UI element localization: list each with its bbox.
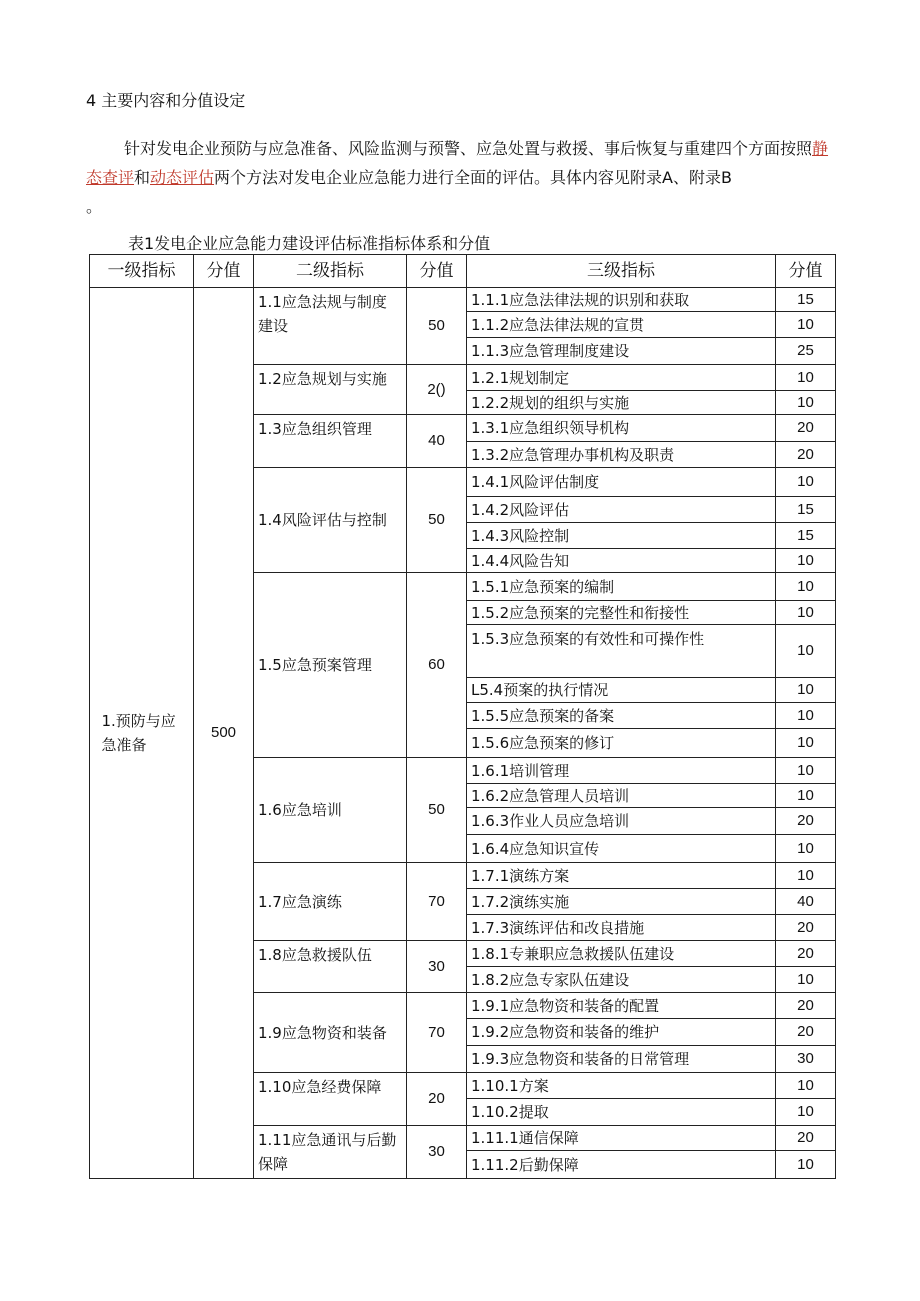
header-level2 [253, 254, 407, 288]
level3-score-text: 20 [797, 445, 814, 463]
level3-score [775, 914, 836, 941]
level3-label-text: 1.4.2风险评估 [471, 500, 570, 519]
level2-label-text: 1.9应急物资和装备 [258, 1023, 387, 1042]
level3-label [466, 414, 776, 442]
level3-label [466, 966, 776, 993]
level3-label [466, 522, 776, 549]
level3-label-text: 1.6.2应急管理人员培训 [471, 786, 630, 805]
header-score1-text: 分值 [206, 261, 241, 281]
level3-score [775, 1018, 836, 1046]
level3-score-text: 20 [797, 918, 814, 936]
level3-label-text: 1.10.1方案 [471, 1076, 549, 1095]
level2-label-text: 1.1应急法规与制度建设 [258, 293, 387, 335]
level3-score [775, 862, 836, 889]
level3-label [466, 1072, 776, 1099]
level2-label [253, 1072, 407, 1126]
level3-label [466, 390, 776, 415]
level3-label [466, 1098, 776, 1126]
level3-score [775, 390, 836, 415]
level3-label [466, 496, 776, 523]
level3-score [775, 496, 836, 523]
level2-score-text: 60 [428, 656, 445, 673]
header-score1 [193, 254, 254, 288]
dynamic-assessment-link[interactable]: 动态评估 [150, 168, 215, 187]
level2-score-text: 20 [428, 1090, 445, 1107]
static-review-link[interactable]: 静态查评 [86, 139, 829, 187]
level3-score-text: 10 [797, 393, 814, 411]
level3-score [775, 757, 836, 784]
intro-text-1: 针对发电企业预防与应急准备、风险监测与预警、应急处置与救援、事后恢复与重建四个方面按照 [124, 139, 813, 158]
level3-label [466, 862, 776, 889]
level2-label-text: 1.3应急组织管理 [258, 420, 372, 438]
level3-score [775, 337, 836, 365]
level3-label [466, 364, 776, 391]
level3-label-text: 1.6.1培训管理 [471, 761, 570, 780]
level3-score [775, 966, 836, 993]
level3-label-text: 1.5.6应急预案的修订 [471, 734, 615, 752]
level3-score-text: 10 [797, 786, 814, 804]
header-level1-text: 一级指标 [107, 261, 176, 281]
level3-label [466, 287, 776, 312]
level3-label-text: 1.7.2演练实施 [471, 892, 570, 911]
level2-score [406, 862, 467, 941]
level3-score-text: 20 [797, 996, 814, 1014]
level3-label-text: 1.2.1规划制定 [471, 368, 570, 387]
level3-label-text: L5.4预案的执行情况 [471, 681, 609, 699]
level2-score-text: 50 [428, 511, 445, 528]
header-level1 [89, 254, 194, 288]
level3-label [466, 728, 776, 758]
level2-score [406, 287, 467, 365]
level3-score-text: 40 [797, 892, 814, 910]
level3-score-text: 25 [797, 342, 814, 359]
level3-score [775, 624, 836, 678]
level3-label [466, 441, 776, 468]
level3-label-text: 1.1.1应急法律法规的识别和获取 [471, 290, 690, 309]
level3-score-text: 30 [797, 1050, 814, 1067]
level3-score-text: 10 [797, 1155, 814, 1173]
level3-score [775, 548, 836, 573]
level3-label [466, 311, 776, 338]
level3-score-text: 20 [797, 944, 814, 962]
level2-score [406, 1072, 467, 1126]
level3-score-text: 15 [797, 526, 814, 544]
level3-score [775, 1125, 836, 1151]
header-level2-text: 二级指标 [296, 261, 364, 281]
level3-label [466, 624, 776, 678]
level3-score [775, 600, 836, 625]
level2-score-text: 30 [428, 1143, 445, 1160]
level3-label [466, 757, 776, 784]
level3-score [775, 467, 836, 497]
level2-score-text: 70 [428, 892, 445, 910]
level2-label [253, 467, 407, 573]
level3-label-text: 1.5.5应急预案的备案 [471, 706, 615, 725]
level3-score [775, 728, 836, 758]
index-score-table [89, 254, 835, 1179]
level3-score-text: 10 [797, 706, 814, 724]
level3-label-text: 1.3.1应急组织领导机构 [471, 419, 630, 437]
level2-score [406, 757, 467, 863]
level3-label-text: 1.4.3风险控制 [471, 526, 570, 545]
level3-label [466, 834, 776, 863]
level3-score [775, 441, 836, 468]
level3-score-text: 10 [797, 761, 814, 779]
intro-text-2: 两个方法对发电企业应急能力进行全面的评估。具体内容见附录A、附录B [214, 168, 732, 187]
level3-score-text: 20 [797, 812, 814, 829]
level3-label [466, 572, 776, 601]
level2-score [406, 572, 467, 758]
level3-score [775, 807, 836, 835]
level3-label-text: 1.2.2规划的组织与实施 [471, 393, 630, 412]
table-caption: 表1发电企业应急能力建设评估标准指标体系和分值 [128, 234, 491, 253]
level3-label-text: 1.9.1应急物资和装备的配置 [471, 996, 660, 1015]
level3-score-text: 10 [797, 603, 814, 621]
level3-label [466, 1018, 776, 1046]
level2-label [253, 572, 407, 758]
intro-paragraph [86, 134, 832, 221]
level3-label [466, 467, 776, 497]
level2-label-text: 1.7应急演练 [258, 892, 342, 911]
level2-score [406, 940, 467, 993]
level3-label [466, 600, 776, 625]
level2-label-text: 1.5应急预案管理 [258, 656, 372, 674]
level3-score-text: 20 [797, 419, 814, 436]
level3-score-text: 10 [797, 839, 814, 857]
level3-score [775, 522, 836, 549]
level3-label [466, 677, 776, 703]
level2-label-text: 1.4风险评估与控制 [258, 511, 387, 529]
level2-label [253, 940, 407, 993]
level3-score [775, 311, 836, 338]
level3-score-text: 10 [797, 551, 814, 569]
level3-label [466, 992, 776, 1019]
level3-label-text: 1.11.1通信保障 [471, 1129, 579, 1147]
level3-score-text: 15 [797, 290, 814, 308]
level1-score [193, 287, 254, 1179]
level2-score [406, 467, 467, 573]
intro-conj: 和 [134, 168, 151, 187]
level3-label-text: 1.8.2应急专家队伍建设 [471, 970, 630, 989]
header-score2 [406, 254, 467, 288]
level3-score [775, 1150, 836, 1179]
level2-label [253, 862, 407, 941]
level2-label [253, 757, 407, 863]
level3-score-text: 10 [797, 970, 814, 988]
level3-label-text: 1.4.4风险告知 [471, 551, 570, 570]
level3-score [775, 677, 836, 703]
level2-label [253, 414, 407, 468]
level2-score-text: 50 [428, 317, 445, 334]
level3-label [466, 1125, 776, 1151]
section-heading: 4 主要内容和分值设定 [86, 91, 246, 110]
level3-label [466, 888, 776, 915]
level2-score-text: 70 [428, 1023, 445, 1041]
level3-label-text: 1.8.1专兼职应急救援队伍建设 [471, 944, 675, 963]
level3-score [775, 834, 836, 863]
level3-label [466, 337, 776, 365]
level3-label-text: 1.5.2应急预案的完整性和衔接性 [471, 603, 690, 622]
level3-label [466, 548, 776, 573]
level3-score [775, 287, 836, 312]
level2-label-text: 1.8应急救援队伍 [258, 946, 372, 964]
level3-score-text: 15 [797, 500, 814, 518]
level3-score-text: 10 [797, 577, 814, 595]
level3-label-text: 1.6.4应急知识宣传 [471, 839, 600, 858]
level3-label [466, 702, 776, 729]
level3-score-text: 10 [797, 368, 814, 386]
level3-label-text: 1.7.3演练评估和改良措施 [471, 918, 645, 937]
level2-label [253, 1125, 407, 1179]
level3-label-text: 1.3.2应急管理办事机构及职责 [471, 445, 675, 464]
level3-score-text: 10 [797, 315, 814, 333]
level3-score-text: 10 [797, 866, 814, 884]
level3-label-text: 1.10.2提取 [471, 1103, 549, 1121]
level3-score-text: 10 [797, 734, 814, 751]
level2-score [406, 1125, 467, 1179]
level3-score [775, 702, 836, 729]
level3-score [775, 992, 836, 1019]
level3-score [775, 1072, 836, 1099]
level2-label [253, 992, 407, 1073]
level3-label [466, 940, 776, 967]
level1-label [89, 287, 194, 1179]
level3-score-text: 10 [797, 681, 814, 698]
level3-label [466, 1045, 776, 1073]
level3-score-text: 10 [797, 642, 814, 659]
level2-score-text: 50 [428, 801, 445, 818]
level3-label [466, 1150, 776, 1179]
level3-score [775, 940, 836, 967]
level2-score [406, 992, 467, 1073]
level3-score-text: 10 [797, 473, 814, 490]
intro-trailing-mark: 。 [86, 197, 103, 216]
level2-score-text: 2() [427, 380, 446, 398]
level3-score [775, 1045, 836, 1073]
level3-score [775, 572, 836, 601]
level3-label-text: 1.1.3应急管理制度建设 [471, 342, 630, 360]
level3-score [775, 888, 836, 915]
level3-label [466, 783, 776, 808]
level3-label-text: 1.7.1演练方案 [471, 866, 570, 885]
header-level3-text: 三级指标 [587, 261, 655, 281]
level3-score-text: 20 [797, 1129, 814, 1146]
level3-label-text: 1.5.3应急预案的有效性和可操作性 [471, 630, 705, 648]
level2-score [406, 414, 467, 468]
level3-label-text: 1.4.1风险评估制度 [471, 473, 600, 491]
level3-label-text: 1.1.2应急法律法规的宣贯 [471, 315, 645, 334]
level1-label-text: 1.预防与应急准备 [101, 712, 176, 754]
level2-score-text: 40 [428, 432, 445, 449]
level3-label-text: 1.9.3应急物资和装备的日常管理 [471, 1050, 690, 1068]
level2-label-text: 1.6应急培训 [258, 801, 342, 819]
level2-score [406, 364, 467, 415]
level3-score [775, 414, 836, 442]
level3-label [466, 914, 776, 941]
header-score3-text: 分值 [788, 261, 823, 281]
level3-score [775, 1098, 836, 1126]
level2-label-text: 1.11应急通讯与后勤保障 [258, 1131, 397, 1173]
level2-score-text: 30 [428, 957, 445, 975]
header-level3 [466, 254, 776, 288]
level3-score-text: 20 [797, 1023, 814, 1040]
header-score3 [775, 254, 836, 288]
level3-label-text: 1.9.2应急物资和装备的维护 [471, 1023, 660, 1041]
level3-label-text: 1.5.1应急预案的编制 [471, 577, 615, 596]
level3-label-text: 1.11.2后勤保障 [471, 1155, 579, 1174]
level3-label [466, 807, 776, 835]
level2-label-text: 1.10应急经费保障 [258, 1078, 382, 1096]
level3-score-text: 10 [797, 1103, 814, 1120]
level2-label [253, 287, 407, 365]
level3-label-text: 1.6.3作业人员应急培训 [471, 812, 630, 830]
level2-label [253, 364, 407, 415]
level3-score [775, 783, 836, 808]
level1-score-text: 500 [210, 724, 237, 741]
level2-label-text: 1.2应急规划与实施 [258, 370, 387, 388]
header-score2-text: 分值 [419, 261, 454, 281]
level3-score-text: 10 [797, 1076, 814, 1094]
level3-score [775, 364, 836, 391]
